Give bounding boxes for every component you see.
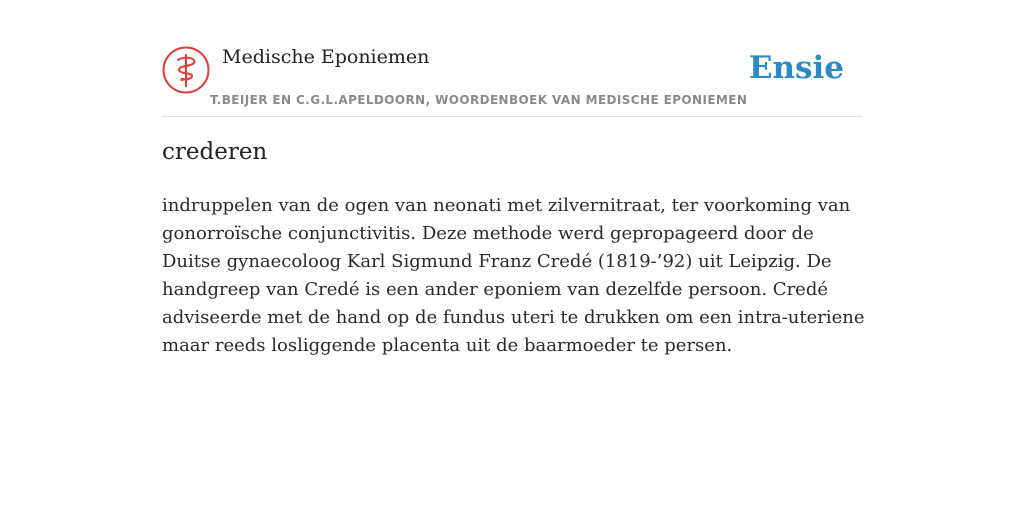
entry-definition (162, 192, 867, 360)
definition-line: indruppelen van de ogen van neonati met zilvernitraat, ter voorkoming van (162, 195, 851, 216)
source-subtitle: T.BEIJER EN C.G.L.APELDOORN, WOORDENBOEK VAN MEDISCHE EPONIEMEN (210, 93, 748, 107)
definition-line: op de fundus uteri te drukken om een intra-uteriene maar reeds losliggende (162, 307, 865, 356)
caduceus-icon[interactable] (162, 46, 210, 94)
entry-term: crederen (162, 139, 268, 165)
entry-header (162, 46, 862, 117)
definition-line: placenta uit de baarmoeder te persen. (381, 335, 733, 356)
definition-line: gonorroïsche conjunctivitis. Deze methode werd gepropageerd door de Duitse (162, 223, 814, 272)
source-title[interactable]: Medische Eponiemen (222, 46, 430, 68)
definition-line: gynaecoloog Karl Sigmund Franz Credé (1819-’92) uit Leipzig. De handgreep van (162, 251, 832, 300)
definition-line: Credé is een ander eponiem van dezelfde persoon. Credé adviseerde met de hand (162, 279, 829, 328)
ensie-logo-link[interactable]: Ensie (748, 50, 844, 86)
